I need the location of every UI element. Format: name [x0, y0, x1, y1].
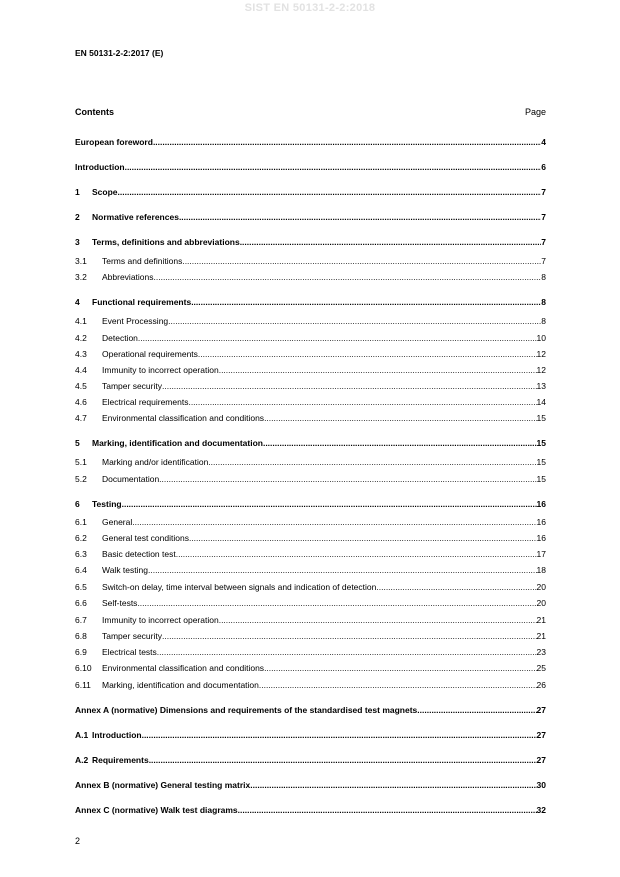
toc-dot-leader: [208, 457, 536, 468]
toc-entry[interactable]: [75, 780, 546, 791]
toc-entry-title: Operational requirements: [102, 349, 198, 359]
toc-entry-page: 32: [536, 805, 546, 815]
toc-entry-title: Abbreviations: [102, 272, 154, 282]
toc-entry-page: 16: [536, 533, 546, 543]
toc-entry-title: General: [102, 517, 133, 527]
toc-dot-leader: [263, 438, 537, 449]
toc-entry-number: 4.2: [75, 333, 87, 343]
toc-entry-number: 6.5: [75, 582, 87, 592]
toc-dot-leader: [264, 413, 536, 424]
toc-dot-leader: [219, 615, 537, 626]
toc-entry-title: Tamper security: [102, 631, 162, 641]
toc-entry-page: 15: [536, 474, 546, 484]
toc-entry[interactable]: [75, 212, 546, 223]
toc-dot-leader: [157, 647, 537, 658]
toc-entry-title: Introduction: [92, 730, 142, 740]
toc-entry-number: 3: [75, 237, 80, 247]
toc-entry[interactable]: [75, 162, 546, 173]
toc-entry-title: Basic detection test: [102, 549, 176, 559]
toc-entry-page: 21: [536, 615, 546, 625]
toc-dot-leader: [154, 272, 542, 283]
toc-entry[interactable]: [75, 647, 546, 658]
toc-entry-title: Immunity to incorrect operation: [102, 615, 219, 625]
toc-entry-number: 4.4: [75, 365, 87, 375]
toc-entry-page: 21: [536, 631, 546, 641]
toc-entry-page: 20: [536, 598, 546, 608]
toc-entry-number: 1: [75, 187, 80, 197]
toc-entry-page: 27: [536, 755, 546, 765]
toc-entry-number: 6: [75, 499, 80, 509]
toc-entry-title: Detection: [102, 333, 138, 343]
toc-entry-page: 15: [536, 413, 546, 423]
toc-entry-number: 4.6: [75, 397, 87, 407]
toc-entry[interactable]: [75, 565, 546, 576]
toc-entry-page: 16: [536, 499, 546, 509]
toc-entry-page: 12: [536, 349, 546, 359]
contents-title: Contents: [75, 107, 114, 117]
toc-entry-number: 3.2: [75, 272, 87, 282]
toc-entry[interactable]: [75, 297, 546, 308]
toc-entry[interactable]: [75, 517, 546, 528]
toc-dot-leader: [142, 730, 537, 741]
toc-entry-title: Functional requirements: [92, 297, 192, 307]
toc-entry-title: Annex B (normative) General testing matrix: [75, 780, 251, 790]
toc-entry-number: A.1: [75, 730, 89, 740]
toc-entry[interactable]: [75, 438, 546, 449]
toc-entry[interactable]: [75, 549, 546, 560]
page-number: 2: [75, 836, 81, 846]
toc-entry-page: 27: [536, 705, 546, 715]
toc-entry-page: 8: [541, 272, 546, 282]
toc-entry[interactable]: [75, 316, 546, 327]
toc-entry-title: Environmental classification and conditions: [102, 413, 265, 423]
toc-entry-number: 6.3: [75, 549, 87, 559]
toc-dot-leader: [259, 680, 537, 691]
toc-entry-title: Self-tests: [102, 598, 138, 608]
toc-entry-title: European foreword: [75, 137, 153, 147]
toc-entry[interactable]: [75, 680, 546, 691]
toc-entry-number: 6.11: [75, 680, 91, 690]
toc-entry-number: 5: [75, 438, 80, 448]
toc-dot-leader: [125, 162, 542, 173]
toc-entry-title: Marking, identification and documentation: [102, 680, 259, 690]
toc-entry-page: 13: [536, 381, 546, 391]
toc-entry-page: 12: [536, 365, 546, 375]
toc-entry-title: Testing: [92, 499, 122, 509]
toc-entry-page: 16: [536, 517, 546, 527]
toc-dot-leader: [191, 297, 541, 308]
toc-entry[interactable]: [75, 705, 546, 716]
toc-dot-leader: [376, 582, 536, 593]
toc-dot-leader: [162, 631, 537, 642]
toc-entry-number: 3.1: [75, 256, 87, 266]
toc-entry-number: 6.10: [75, 663, 92, 673]
toc-dot-leader: [148, 565, 537, 576]
toc-entry-number: 4.1: [75, 316, 87, 326]
toc-entry[interactable]: [75, 365, 546, 376]
toc-entry-title: Marking, identification and documentation: [92, 438, 263, 448]
toc-entry[interactable]: [75, 663, 546, 674]
toc-entry-title: Documentation: [102, 474, 160, 484]
toc-entry[interactable]: [75, 615, 546, 626]
toc-entry[interactable]: [75, 755, 546, 766]
toc-entry-page: 4: [541, 137, 546, 147]
toc-entry-title: Immunity to incorrect operation: [102, 365, 219, 375]
toc-entry-page: 14: [536, 397, 546, 407]
toc-entry-title: Environmental classification and conditions: [102, 663, 265, 673]
toc-dot-leader: [219, 365, 537, 376]
toc-entry-page: 30: [536, 780, 546, 790]
toc-dot-leader: [138, 333, 537, 344]
toc-entry-title: Event Processing: [102, 316, 169, 326]
toc-dot-leader: [159, 474, 536, 485]
toc-entry[interactable]: [75, 272, 546, 283]
toc-entry-page: 7: [541, 212, 546, 222]
toc-entry[interactable]: [75, 533, 546, 544]
toc-entry-number: 4.3: [75, 349, 87, 359]
toc-dot-leader: [118, 187, 542, 198]
toc-entry-number: 5.2: [75, 474, 87, 484]
toc-dot-leader: [182, 256, 541, 267]
toc-entry-title: Switch-on delay, time interval between signals and indication of detection: [102, 582, 377, 592]
toc-dot-leader: [176, 549, 537, 560]
toc-dot-leader: [189, 533, 537, 544]
toc-entry[interactable]: [75, 413, 546, 424]
toc-entry[interactable]: [75, 256, 546, 267]
toc-entry-page: 23: [536, 647, 546, 657]
toc-entry-number: 6.7: [75, 615, 87, 625]
toc-entry-number: A.2: [75, 755, 89, 765]
toc-entry[interactable]: [75, 137, 546, 148]
toc-dot-leader: [132, 517, 536, 528]
page-column-label: Page: [524, 107, 546, 117]
toc-entry[interactable]: [75, 333, 546, 344]
toc-entry[interactable]: [75, 397, 546, 408]
toc-entry-page: 17: [536, 549, 546, 559]
toc-entry-title: Walk testing: [102, 565, 148, 575]
toc-entry-page: 27: [536, 730, 546, 740]
toc-entry[interactable]: [75, 237, 546, 248]
toc-dot-leader: [240, 237, 542, 248]
toc-entry[interactable]: [75, 805, 546, 816]
toc-entry-title: Marking and/or identification: [102, 457, 209, 467]
toc-entry-title: General test conditions: [102, 533, 189, 543]
toc-entry-number: 6.4: [75, 565, 87, 575]
toc-entry-title: Terms, definitions and abbreviations: [92, 237, 240, 247]
toc-entry-page: 7: [541, 237, 546, 247]
toc-dot-leader: [137, 598, 536, 609]
toc-dot-leader: [153, 137, 541, 148]
toc-entry-page: 15: [536, 438, 546, 448]
toc-entry[interactable]: [75, 187, 546, 198]
toc-entry[interactable]: [75, 381, 546, 392]
toc-dot-leader: [168, 316, 541, 327]
toc-entry-page: 25: [536, 663, 546, 673]
toc-entry-page: 6: [541, 162, 546, 172]
toc-entry[interactable]: [75, 474, 546, 485]
toc-entry-page: 7: [541, 187, 546, 197]
toc-entry[interactable]: [75, 598, 546, 609]
watermark: SIST EN 50131-2-2:2018: [244, 2, 376, 14]
toc-entry-page: 26: [536, 680, 546, 690]
toc-entry-title: Scope: [92, 187, 118, 197]
toc-entry-title: Terms and definitions: [102, 256, 183, 266]
toc-entry-page: 15: [536, 457, 546, 467]
toc-dot-leader: [149, 755, 537, 766]
toc-entry-number: 4: [75, 297, 80, 307]
toc-dot-leader: [162, 381, 537, 392]
toc-entry-title: Normative references: [92, 212, 179, 222]
toc-entry-page: 8: [541, 297, 546, 307]
toc-entry-page: 10: [536, 333, 546, 343]
toc-entry[interactable]: [75, 499, 546, 510]
toc-entry-number: 6.6: [75, 598, 87, 608]
toc-entry-title: Introduction: [75, 162, 125, 172]
toc-dot-leader: [250, 780, 536, 791]
toc-dot-leader: [264, 663, 536, 674]
toc-entry-page: 7: [541, 256, 546, 266]
toc-entry-number: 2: [75, 212, 80, 222]
toc-dot-leader: [238, 805, 537, 816]
toc-entry-number: 6.8: [75, 631, 87, 641]
toc-entry-title: Annex A (normative) Dimensions and requirements of the standardised test magnets: [75, 705, 418, 715]
toc-entry[interactable]: [75, 582, 546, 593]
toc-entry-page: 18: [536, 565, 546, 575]
toc-entry[interactable]: [75, 457, 546, 468]
toc-entry-number: 5.1: [75, 457, 87, 467]
toc-entry-title: Electrical tests: [102, 647, 157, 657]
toc-dot-leader: [198, 349, 537, 360]
toc-entry-number: 6.1: [75, 517, 87, 527]
toc-entry[interactable]: [75, 631, 546, 642]
toc-dot-leader: [122, 499, 537, 510]
toc-entry-number: 6.2: [75, 533, 87, 543]
toc-entry[interactable]: [75, 730, 546, 741]
toc-entry-page: 20: [536, 582, 546, 592]
toc-entry-title: Requirements: [92, 755, 149, 765]
toc-entry-number: 4.5: [75, 381, 87, 391]
toc-dot-leader: [188, 397, 536, 408]
toc-entry-page: 8: [541, 316, 546, 326]
toc-entry[interactable]: [75, 349, 546, 360]
toc-entry-title: Tamper security: [102, 381, 162, 391]
toc-entry-number: 4.7: [75, 413, 87, 423]
toc-entry-title: Annex C (normative) Walk test diagrams: [75, 805, 238, 815]
toc-entry-title: Electrical requirements: [102, 397, 189, 407]
document-id: EN 50131-2-2:2017 (E): [75, 48, 164, 58]
toc-dot-leader: [179, 212, 541, 223]
toc-dot-leader: [417, 705, 536, 716]
toc-entry-number: 6.9: [75, 647, 87, 657]
